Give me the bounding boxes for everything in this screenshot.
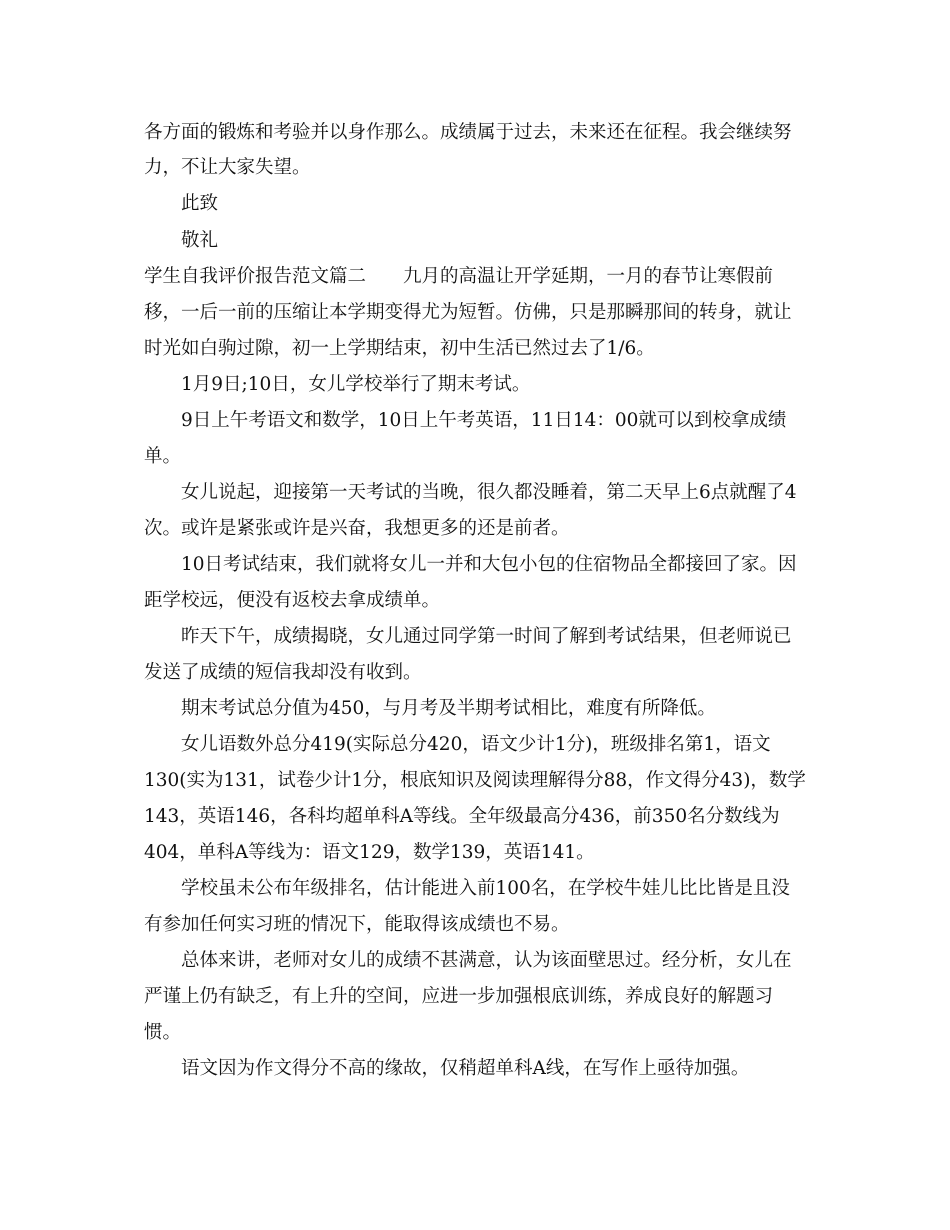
text-line: 此致 <box>181 193 219 214</box>
text-line: 力，不让大家失望。 <box>144 157 311 178</box>
text-line: 总体来讲，老师对女儿的成绩不甚满意，认为该面壁思过。经分析，女儿在 <box>181 950 792 971</box>
text-line: 时光如白驹过隙，初一上学期结束，初中生活已然过去了1/6。 <box>144 338 655 359</box>
text-line: 距学校远，便没有返校去拿成绩单。 <box>144 590 441 611</box>
text-line: 移，一后一前的压缩让本学期变得尤为短暂。仿佛，只是那瞬那间的转身，就让 <box>144 302 792 323</box>
text-line: 1月9日;10日，女儿学校举行了期末考试。 <box>181 374 531 395</box>
text-line: 各方面的锻炼和考验并以身作那么。成绩属于过去，未来还在征程。我会继续努 <box>144 122 792 143</box>
text-line: 有参加任何实习班的情况下，能取得该成绩也不易。 <box>144 914 570 935</box>
text-line: 严谨上仍有缺乏，有上升的空间，应进一步加强根底训练，养成良好的解题习 <box>144 986 774 1007</box>
text-line: 敬礼 <box>181 230 219 251</box>
text-line: 单。 <box>144 446 182 467</box>
text-line: 女儿说起，迎接第一天考试的当晚，很久都没睡着，第二天早上6点就醒了4 <box>181 482 797 503</box>
text-line: 女儿语数外总分419(实际总分420，语文少计1分)，班级排名第1，语文 <box>181 734 771 755</box>
text-line: 404，单科A等线为：语文129，数学139，英语141。 <box>144 842 595 863</box>
text-line: 130(实为131，试卷少计1分，根底知识及阅读理解得分88，作文得分43)，数学 <box>144 770 806 791</box>
text-line: 期末考试总分值为450，与月考及半期考试相比，难度有所降低。 <box>181 698 716 719</box>
text-line: 次。或许是紧张或许是兴奋，我想更多的还是前者。 <box>144 518 570 539</box>
text-line: 143，英语146，各科均超单科A等线。全年级最高分436，前350名分数线为 <box>144 806 780 827</box>
text-line: 惯。 <box>144 1022 182 1043</box>
text-line: 昨天下午，成绩揭晓，女儿通过同学第一时间了解到考试结果，但老师说已 <box>181 626 792 647</box>
text-line: 语文因为作文得分不高的缘故，仅稍超单科A线，在写作上亟待加强。 <box>181 1058 750 1079</box>
text-line: 9日上午考语文和数学，10日上午考英语，11日14：00就可以到校拿成绩 <box>181 410 787 431</box>
text-line: 学校虽未公布年级排名，估计能进入前100名，在学校牛娃儿比比皆是且没 <box>181 878 790 899</box>
text-line: 10日考试结束，我们就将女儿一并和大包小包的住宿物品全都接回了家。因 <box>181 554 797 575</box>
text-line: 发送了成绩的短信我却没有收到。 <box>144 662 422 683</box>
section-heading-line: 学生自我评价报告范文篇二 九月的高温让开学延期，一月的春节让寒假前 <box>144 266 774 287</box>
